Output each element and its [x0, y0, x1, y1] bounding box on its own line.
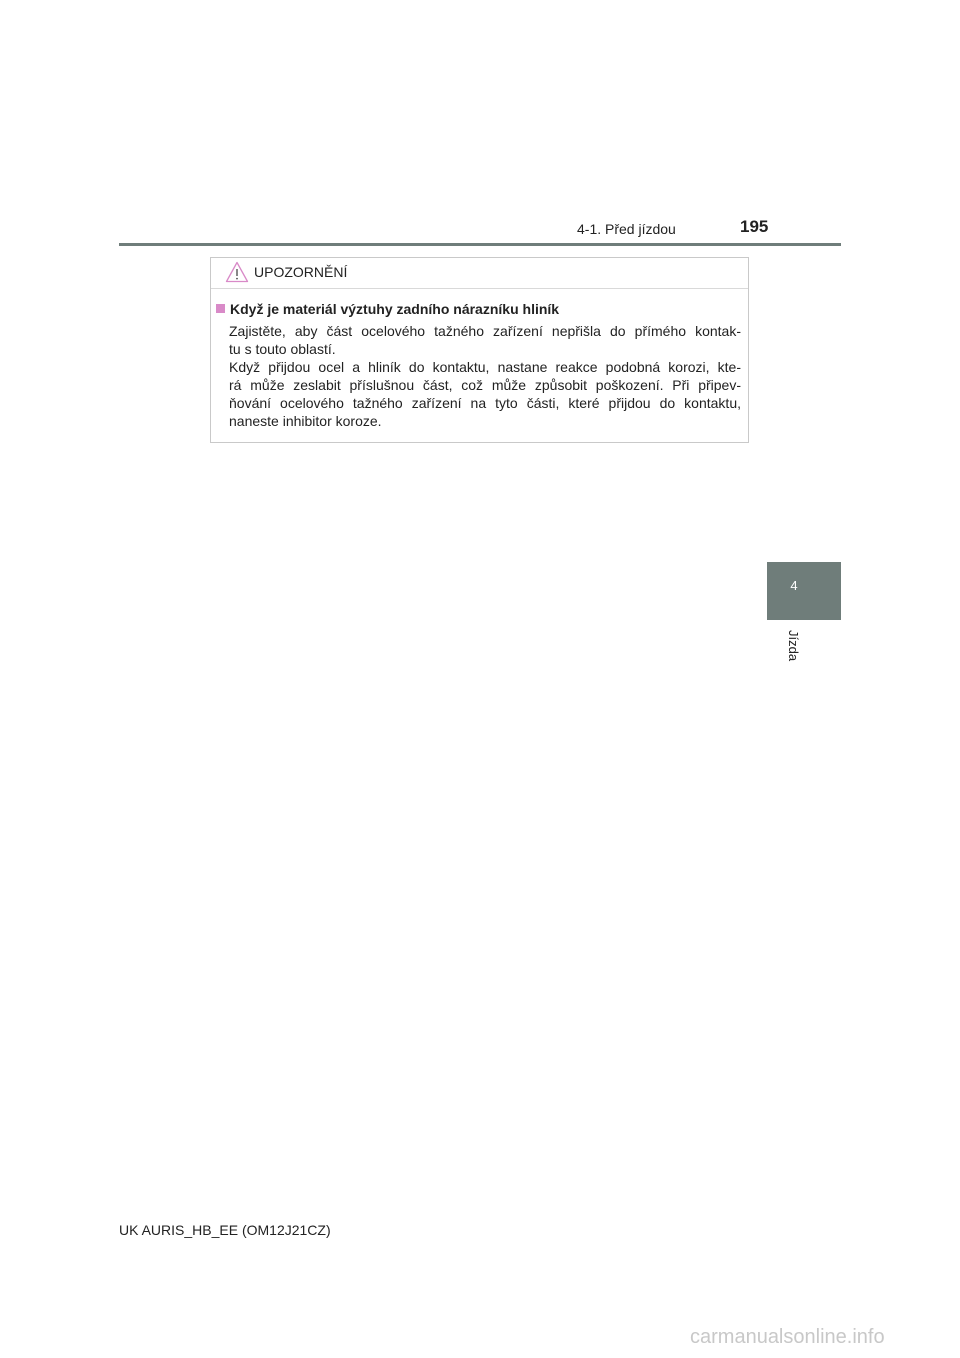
document-code: UK AURIS_HB_EE (OM12J21CZ) [119, 1222, 331, 1238]
chapter-tab [767, 562, 841, 620]
item-body [229, 322, 741, 430]
warning-triangle-icon [225, 261, 249, 283]
watermark: carmanualsonline.info [690, 1326, 885, 1348]
body-line: Když přijdou ocel a hliník do kontaktu, nastane reakce podobná korozi, kte- [229, 359, 741, 375]
body-line: ňování ocelového tažného zařízení na tyto části, které přijdou do kontaktu, [229, 395, 741, 411]
page-number: 195 [740, 217, 769, 236]
caution-title: UPOZORNĚNÍ [254, 264, 348, 280]
body-line: tu s touto oblastí. [229, 341, 336, 357]
chapter-number: 4 [790, 578, 798, 593]
chapter-label: Jízda [786, 630, 801, 662]
body-line: naneste inhibitor koroze. [229, 413, 382, 429]
body-line: Zajistěte, aby část ocelového tažného zařízení nepřišla do přímého kontak- [229, 323, 741, 339]
item-heading-text: Když je materiál výztuhy zadního nárazníku hliník [230, 301, 560, 317]
caution-header [211, 258, 748, 289]
caution-box [210, 257, 749, 443]
square-bullet-icon [216, 304, 225, 313]
section-title: 4-1. Před jízdou [577, 221, 676, 237]
body-line: rá může zeslabit příslušnou část, což může způsobit poškození. Při připev- [229, 377, 741, 393]
header-divider [119, 243, 841, 246]
item-heading [216, 301, 559, 317]
